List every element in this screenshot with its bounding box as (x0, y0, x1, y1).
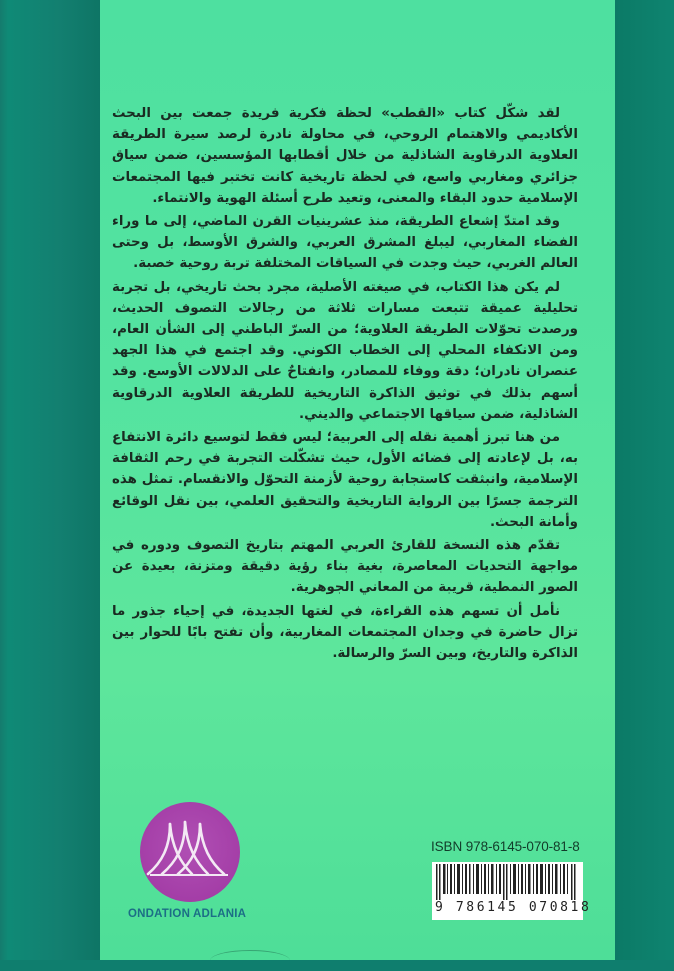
blurb-paragraph: وقد امتدّ إشعاع الطريقة، منذ عشرينيات القرن الماضي، إلى ما وراء الفضاء المغاربي، ليبلغ المشرق العربي، والشرق الأوسط، بل وحتى العالم الغربي، حيث وجدت في السياقات المختلفة تربة روحية خصبة. (112, 214, 578, 272)
scan-smudge (210, 950, 290, 971)
book-spine-edge (0, 0, 100, 960)
book-right-edge (615, 0, 674, 960)
publisher-logo (140, 802, 240, 902)
blurb-paragraph: لم يكن هذا الكتاب، في صيغته الأصلية، مجرد بحث تاريخي، بل تجربة تحليلية عميقة تتبعت مسارات ثلاثة من رجالات التصوف الحديث، ورصدت تحوّلات الطريقة العلاوية؛ من السرّ الباطني إلى الشأن العام، ومن الانكفاء المحلي إلى الخطاب الكوني. وقد اجتمع في هذا الجهد عنصران نادران؛ دقة ووفاء للمصادر، وانفتاحٌ على الدلالات الأوسع. وقد أسهم بذلك في توثيق الذاكرة التاريخية للطريقة العلاوية الدرقاوية الشاذلية، ضمن سياقها الاجتماعي والديني. (112, 279, 578, 422)
blurb-paragraph: نأمل أن تسهم هذه القراءة، في لغتها الجديدة، في إحياء جذور ما تزال حاضرة في وجدان المجتمعات المغاربية، وأن تفتح بابًا للحوار بين الذاكرة والتاريخ، وبين السرّ والرسالة. (112, 603, 578, 662)
blurb-paragraph: لقد شكّل كتاب «القطب» لحظة فكرية فريدة جمعت بين البحث الأكاديمي والاهتمام الروحي، في محاولة نادرة لرصد سيرة الطريقة العلاوية الدرقاوية الشاذلية من خلال أقطابها المؤسسين، ضمن سياق جزائري ومغاربي واسع، في لحظة تاريخية كانت تختبر فيها المجتمعات الإسلامية حدود البقاء والمعنى، وتعيد طرح أسئلة الهوية والانتماء. (112, 106, 578, 206)
blurb-paragraph: تقدّم هذه النسخة للقارئ العربي المهتم بتاريخ التصوف ودوره في مواجهة التحديات المعاصرة، بغية بناء رؤية دقيقة ومتزنة، بعيدة عن الصور النمطية، قريبة من المعاني الجوهرية. (112, 538, 578, 596)
blurb-text (112, 103, 578, 666)
isbn-label: ISBN 978-6145-070-81-8 (431, 839, 580, 854)
barcode-bars (434, 864, 581, 900)
barcode-digits: 9 786145 070818 (435, 900, 592, 915)
blurb-paragraph: من هنا تبرز أهمية نقله إلى العربية؛ ليس فقط لتوسيع دائرة الانتفاع به، بل لإعادته إلى فضائه الأول، حيث تشكّلت التجربة في رحم الثقافة الإسلامية، وانبثقت كاستجابة روحية لأزمنة التحوّل والانقسام. تمثل هذه الترجمة جسرًا بين الرواية التاريخية والتحقيق العلمي، بين نقل الوقائع وأمانة البحث. (112, 430, 578, 530)
isbn-barcode (432, 862, 592, 920)
tent-arches-icon (140, 802, 240, 902)
publisher-name: ONDATION ADLANIA (128, 908, 247, 920)
